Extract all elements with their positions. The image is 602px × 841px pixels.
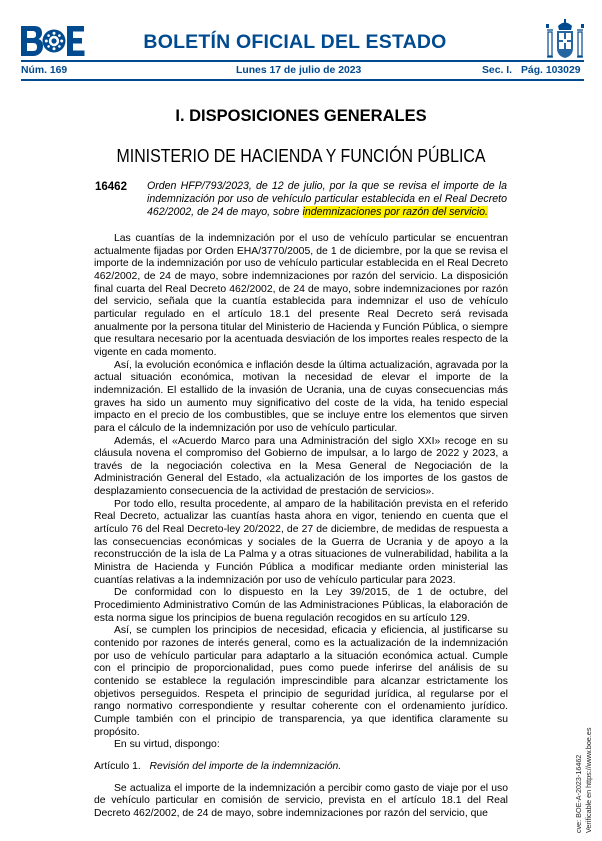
section-label: Sec. I. (482, 65, 513, 76)
paragraph: De conformidad con lo dispuesto en la Ley 39/2015, de 1 de octubre, del Procedimiento Administrativo Común de las Administraciones Públicas, la elaboración de esta norma sigue los principios de buena regulación recogidos en su artículo 129. (94, 587, 508, 624)
verification-link[interactable]: Verificable en https://www.boe.es (583, 727, 593, 833)
cve-code: cve: BOE-A-2023-16462 (574, 754, 583, 833)
paragraph: Así, se cumplen los principios de necesidad, eficacia y eficiencia, al justificarse su contenido por razones de interés general, como es la actualización de la indemnización por uso de vehículo particular para adaptarlo a la situación económica actual. Cumple con el principio de proporcionalidad, pues como puede inferirse del análisis de su contenido se establece la regulación imprescindible para alcanzar estrictamente los objetivos perseguidos. Respeta el principio de seguridad jurídica, al regularse por el rango normativo correspondiente y resultar coherente con el ordenamiento jurídico. Cumple también con el principio de transparencia, ya que identifica claramente su propósito. (94, 625, 508, 738)
order-summary-text: Orden HFP/793/2023, de 12 de julio, por la que se revisa el importe de la indemnización por uso de vehículo particular establecida en el Real Decreto 462/2002, de 24 de mayo, sobre (147, 180, 507, 219)
order-summary-highlight: indemnizaciones por razón del servicio. (302, 206, 488, 219)
verification-sidebar (574, 728, 593, 833)
header-rule-top (21, 60, 584, 62)
paragraph: Así, la evolución económica e inflación desde la última actualización, agravada por la actual situación económica, motivan la necesidad de elevar el importe de la indemnización. El estallido de la invasión de Ucrania, una de cuyas consecuencias más graves ha sido un aumento muy significativo del coste de la vida, ha tenido especial impacto en el precio de los combustibles, que se incluye entre los elementos que sirven para el cálculo de la indemnización por uso de vehículo particular. (94, 359, 508, 434)
header-title: BOLETÍN OFICIAL DEL ESTADO (143, 31, 447, 53)
page-number: Pág. 103029 (521, 65, 581, 76)
order-number: 16462 (95, 181, 127, 193)
order-summary (147, 180, 507, 220)
body-text (94, 233, 508, 821)
section-title: I. DISPOSICIONES GENERALES (175, 107, 427, 125)
paragraph: En su virtud, dispongo: (114, 739, 220, 751)
paragraph: Se actualiza el importe de la indemnización a percibir como gasto de viaje por el uso de vehículo particular en comisión de servicio, prevista en el artículo 18.1 del Real Decreto 462/2002, de 24 de mayo, sobre indemnizaciones por razón del servicio, que (94, 782, 508, 819)
article-label: Artículo 1. (94, 760, 141, 772)
paragraph: Por todo ello, resulta procedente, al amparo de la habilitación prevista en el referido Real Decreto, actualizar las cuantías hasta ahora en vigor, teniendo en cuenta que el artículo 76 del Real Decreto-ley 20/2022, de 27 de diciembre, de medidas de respuesta a las consecuencias económicas y sociales de la Guerra de Ucrania y de apoyo a la reconstrucción de la isla de La Palma y a otras situaciones de vulnerabilidad, habilita a la Ministra de Hacienda y Función Pública a modificar mediante orden ministerial las cuantías relativas a la indemnización por uso de vehículo particular para 2023. (94, 498, 508, 586)
article-heading (94, 761, 508, 774)
header-rule-bottom (21, 79, 584, 81)
boe-logo (21, 26, 85, 56)
paragraph: Además, el «Acuerdo Marco para una Administración del siglo XXI» recoge en su cláusula novena el compromiso del Gobierno de impulsar, a lo largo de 2022 y 2023, a través de la negociación colectiva en la Mesa General de Negociación de la Administración General del Estado, «la actualización de los importes de los gastos de desplazamiento consecuencia de la actividad de prestación de servicios». (94, 435, 508, 498)
issue-number: Núm. 169 (21, 65, 68, 76)
coat-of-arms-icon (545, 18, 585, 62)
article-title: Revisión del importe de la indemnización. (149, 760, 342, 772)
paragraph: Las cuantías de la indemnización por el uso de vehículo particular se encuentran actualmente fijadas por Orden EHA/3770/2005, de 1 de diciembre, por la que se revisa el importe de la indemnización por uso de vehículo particular establecida en el Real Decreto 462/2002, de 24 de mayo, sobre indemnizaciones por razón del servicio. La disposición final cuarta del Real Decreto 462/2002, de 24 de mayo, sobre indemnizaciones por razón del servicio, señala que la cuantía establecida para indemnizar el uso de vehículo particular regulado en el artículo 18.1 del presente Real Decreto será revisada anualmente por la persona titular del Ministerio de Hacienda y Función Pública, o siempre que resultara necesario por la acentuada desviación de los importes reales respecto de la vigente en cada momento. (94, 233, 508, 358)
issue-date: Lunes 17 de julio de 2023 (236, 65, 362, 76)
ministry-title: MINISTERIO DE HACIENDA Y FUNCIÓN PÚBLICA (116, 145, 486, 166)
